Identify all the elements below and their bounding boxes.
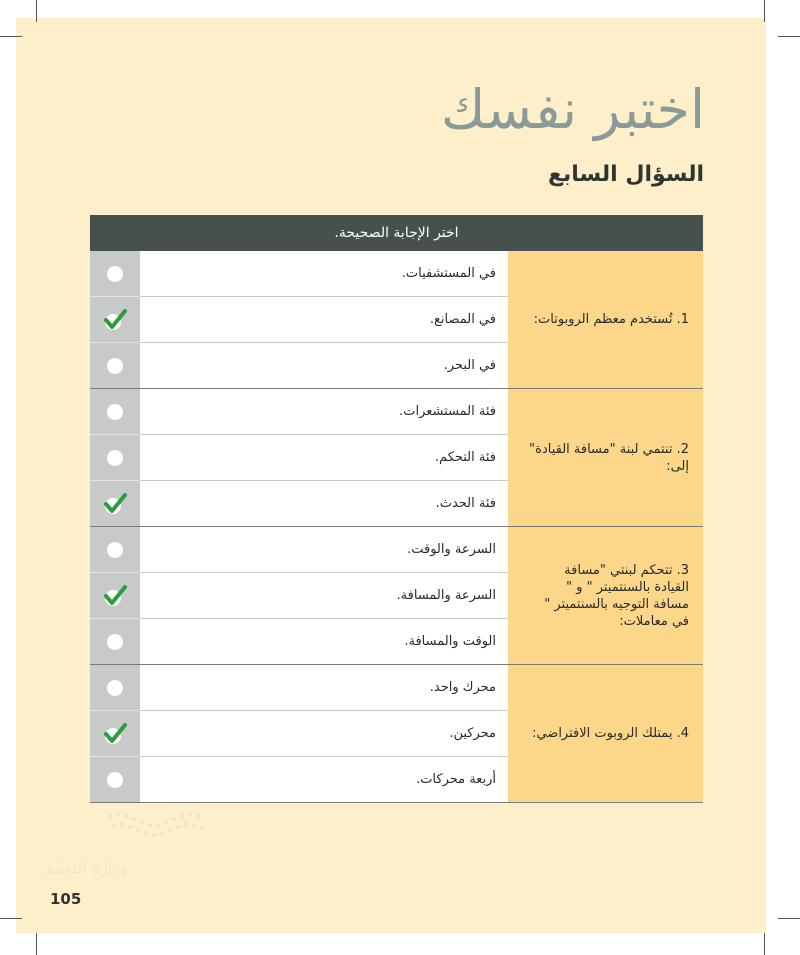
answer-option[interactable]: في المستشفيات. [140, 251, 508, 297]
check-icon [103, 584, 127, 608]
answer-option[interactable]: في البحر. [140, 343, 508, 389]
question-text: 1. تُستخدم معظم الروبوتات: [508, 251, 703, 389]
radio-button-icon[interactable] [107, 450, 123, 466]
check-icon [103, 308, 127, 332]
answer-marker-cell[interactable] [90, 481, 140, 527]
table-row [90, 389, 703, 435]
radio-button-icon[interactable] [107, 772, 123, 788]
quiz-table [90, 215, 703, 803]
question-text: 2. تنتمي لبنة "مسافة القيادة" إلى: [508, 389, 703, 527]
answer-option[interactable]: فئة التحكم. [140, 435, 508, 481]
table-header-row [90, 215, 703, 251]
crop-mark [0, 918, 22, 919]
question-text: 4. يمتلك الروبوت الافتراضي: [508, 665, 703, 803]
crop-mark [778, 918, 800, 919]
answer-option[interactable]: محركين. [140, 711, 508, 757]
page-title: اختبر نفسك [441, 78, 705, 141]
table-row [90, 251, 703, 297]
answer-marker-cell[interactable] [90, 389, 140, 435]
answer-marker-cell[interactable] [90, 527, 140, 573]
ministry-logo-watermark [100, 806, 215, 846]
answer-option[interactable]: الوقت والمسافة. [140, 619, 508, 665]
table-row [90, 665, 703, 711]
crop-mark [0, 36, 22, 37]
answer-marker-cell[interactable] [90, 343, 140, 389]
quiz-body [90, 251, 703, 803]
crop-mark [764, 0, 765, 22]
answer-option[interactable]: في المصانع. [140, 297, 508, 343]
answer-option[interactable]: محرك واحد. [140, 665, 508, 711]
table-row [90, 527, 703, 573]
page-number: 105 [50, 890, 82, 908]
answer-option[interactable]: فئة المستشعرات. [140, 389, 508, 435]
answer-marker-cell[interactable] [90, 711, 140, 757]
check-icon [103, 722, 127, 746]
radio-button-icon[interactable] [107, 680, 123, 696]
crop-mark [36, 933, 37, 955]
answer-marker-cell[interactable] [90, 665, 140, 711]
radio-button-icon[interactable] [107, 266, 123, 282]
answer-marker-cell[interactable] [90, 251, 140, 297]
answer-option[interactable]: أربعة محركات. [140, 757, 508, 803]
answer-option[interactable]: السرعة والمسافة. [140, 573, 508, 619]
question-text: 3. تتحكم لبنتي "مسافة القيادة بالسنتميتر " و " مسافة التوجيه بالسنتميتر " في معاملات: [508, 527, 703, 665]
answer-option[interactable]: السرعة والوقت. [140, 527, 508, 573]
answer-marker-cell[interactable] [90, 619, 140, 665]
table-header: اختر الإجابة الصحيحة. [90, 215, 703, 251]
answer-marker-cell[interactable] [90, 435, 140, 481]
answer-marker-cell[interactable] [90, 573, 140, 619]
radio-button-icon[interactable] [107, 542, 123, 558]
ministry-watermark-text: وزارة التعليم [44, 858, 128, 877]
radio-button-icon[interactable] [107, 634, 123, 650]
question-heading: السؤال السابع [547, 162, 704, 187]
answer-marker-cell[interactable] [90, 297, 140, 343]
crop-mark [764, 933, 765, 955]
check-icon [103, 492, 127, 516]
crop-mark [778, 36, 800, 37]
radio-button-icon[interactable] [107, 358, 123, 374]
answer-marker-cell[interactable] [90, 757, 140, 803]
radio-button-icon[interactable] [107, 404, 123, 420]
answer-option[interactable]: فئة الحدث. [140, 481, 508, 527]
crop-mark [36, 0, 37, 22]
